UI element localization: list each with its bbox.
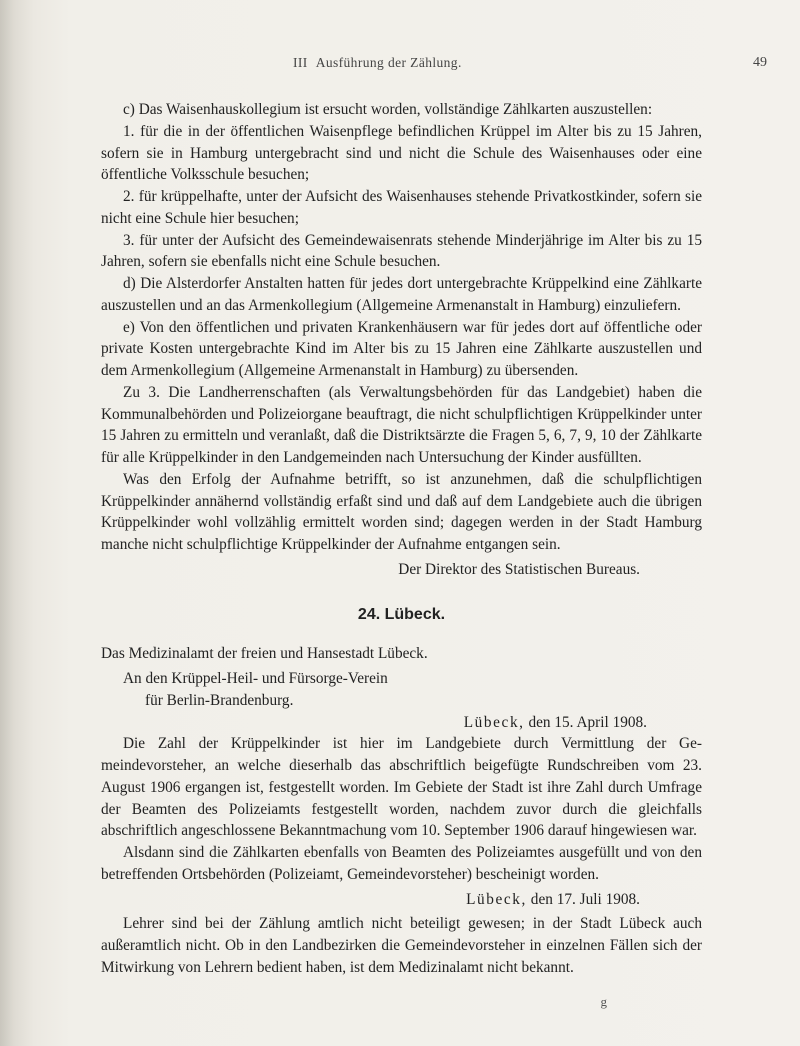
- sheet-signature: g: [600, 993, 607, 1009]
- running-title-text: Ausführung der Zählung.: [315, 55, 462, 70]
- running-title: [293, 55, 462, 71]
- paragraph: 1. für die in der öffentlichen Waisenpflege befindlichen Krüppel im Alter bis zu 15 Jahren, sofern sie in Hamburg untergebracht sind und nicht die Schule des Waisenhauses oder eine öffentliche Volksschule besuchen;: [101, 122, 702, 184]
- address-line: für Berlin-Brandenburg.: [145, 691, 294, 709]
- signature-director: Der Direktor des Statistischen Bureaus.: [398, 560, 640, 578]
- page-number: 49: [753, 55, 767, 70]
- date-text: den 17. Juli 1908.: [526, 890, 640, 908]
- paragraph: e) Von den öffentlichen und privaten Krankenhäusern war für jedes dort auf öffentliche oder private Kosten untergebrachte Kind im Alter bis zu 15 Jahren eine Zählkarte auszustellen und dem Armenkollegium (Allgemeine Armenanstalt in Hamburg) zu übersenden.: [101, 318, 702, 379]
- paragraph: Zu 3. Die Landherrenschaften (als Verwaltungsbehörden für das Landgebiet) haben die Kommunalbehörden und Polizeiorgane beauftragt, die nicht schulpflichtigen Krüppelkinder unter 15 Jahren zu ermitteln und veranlaßt, daß die Distriktsärzte die Fragen 5, 6, 7, 9, 10 der Zählkarte für alle Krüppelkinder in den Landgemeinden nach Untersuchung der Kinder ausfüllten.: [101, 383, 702, 466]
- paragraph: Alsdann sind die Zählkarten ebenfalls von Beamten des Polizeiamtes ausgefüllt und von den betreffenden Ortsbehörden (Polizeiamt, Gemeindevorsteher) bescheinigt worden.: [101, 844, 702, 883]
- paragraph: c) Das Waisenhauskollegium ist ersucht worden, vollständige Zählkarten auszustellen:: [123, 101, 653, 118]
- date-line: [101, 889, 702, 911]
- paragraph: d) Die Alsterdorfer Anstalten hatten für jedes dort untergebrachte Krüppelkind eine Zählkarte auszustellen und an das Armenkollegium (Allgemeine Armenanstalt in Hamburg) einzuliefern.: [101, 275, 702, 314]
- section-heading: 24. Lübeck.: [357, 605, 446, 623]
- date-place: Lübeck,: [466, 890, 527, 908]
- running-header: [0, 55, 800, 79]
- document-body: [101, 99, 702, 1012]
- chapter-number: III: [293, 55, 308, 70]
- paragraph: Was den Erfolg der Aufnahme betrifft, so ist anzunehmen, daß die schulpflichtigen Krüppelkinder annähernd vollständig erfaßt sind und daß auf dem Landgebiete auch die übrigen Krüppelkinder wohl vollzählig ermittelt worden sind; dagegen werden in der Stadt Hamburg manche nicht schulpflichtige Krüppelkinder der Aufnahme entgangen sein.: [101, 470, 702, 553]
- date-text: den 15. April 1908.: [524, 713, 647, 731]
- address-line: An den Krüppel-Heil- und Fürsorge-Verein: [123, 670, 388, 687]
- paragraph: 3. für unter der Aufsicht des Gemeindewaisenrats stehende Minderjährige im Alter bis zu 15 Jahren, sofern sie ebenfalls nicht eine Schule besuchen.: [101, 231, 702, 271]
- paragraph: Die Zahl der Krüppelkinder ist hier im Landgebiete durch Vermittlung der Gemeindevorsteher, an welche dieserhalb das abschriftlich beigefügte Rundschreiben vom 23. August 1906 ergangen ist, festgestellt worden. Im Gebiete der Stadt ist ihre Zahl durch Umfrage der Beamten des Polizeiamts festgestellt worden, nachdem zuvor durch die gleichfalls abschriftlich angeschlossene Bekanntmachung vom 10. September 1906 darauf hingewiesen war.: [101, 735, 702, 840]
- sender-line: Das Medizinalamt der freien und Hansestadt Lübeck.: [101, 645, 428, 663]
- date-line: [101, 712, 702, 734]
- date-place: Lübeck,: [463, 713, 525, 731]
- paragraph: 2. für krüppelhafte, unter der Aufsicht des Waisenhauses stehende Privatkostkinder, sofern sie nicht eine Schule hier besuchen;: [101, 188, 702, 227]
- paragraph: Lehrer sind bei der Zählung amtlich nicht beteiligt gewesen; in der Stadt Lübeck auch außeramtlich nicht. Ob in den Landbezirken die Gemeindevorsteher in einzelnen Fällen sich der Mitwirkung von Lehrern bedient haben, ist dem Medizinalamt nicht bekannt.: [101, 915, 702, 976]
